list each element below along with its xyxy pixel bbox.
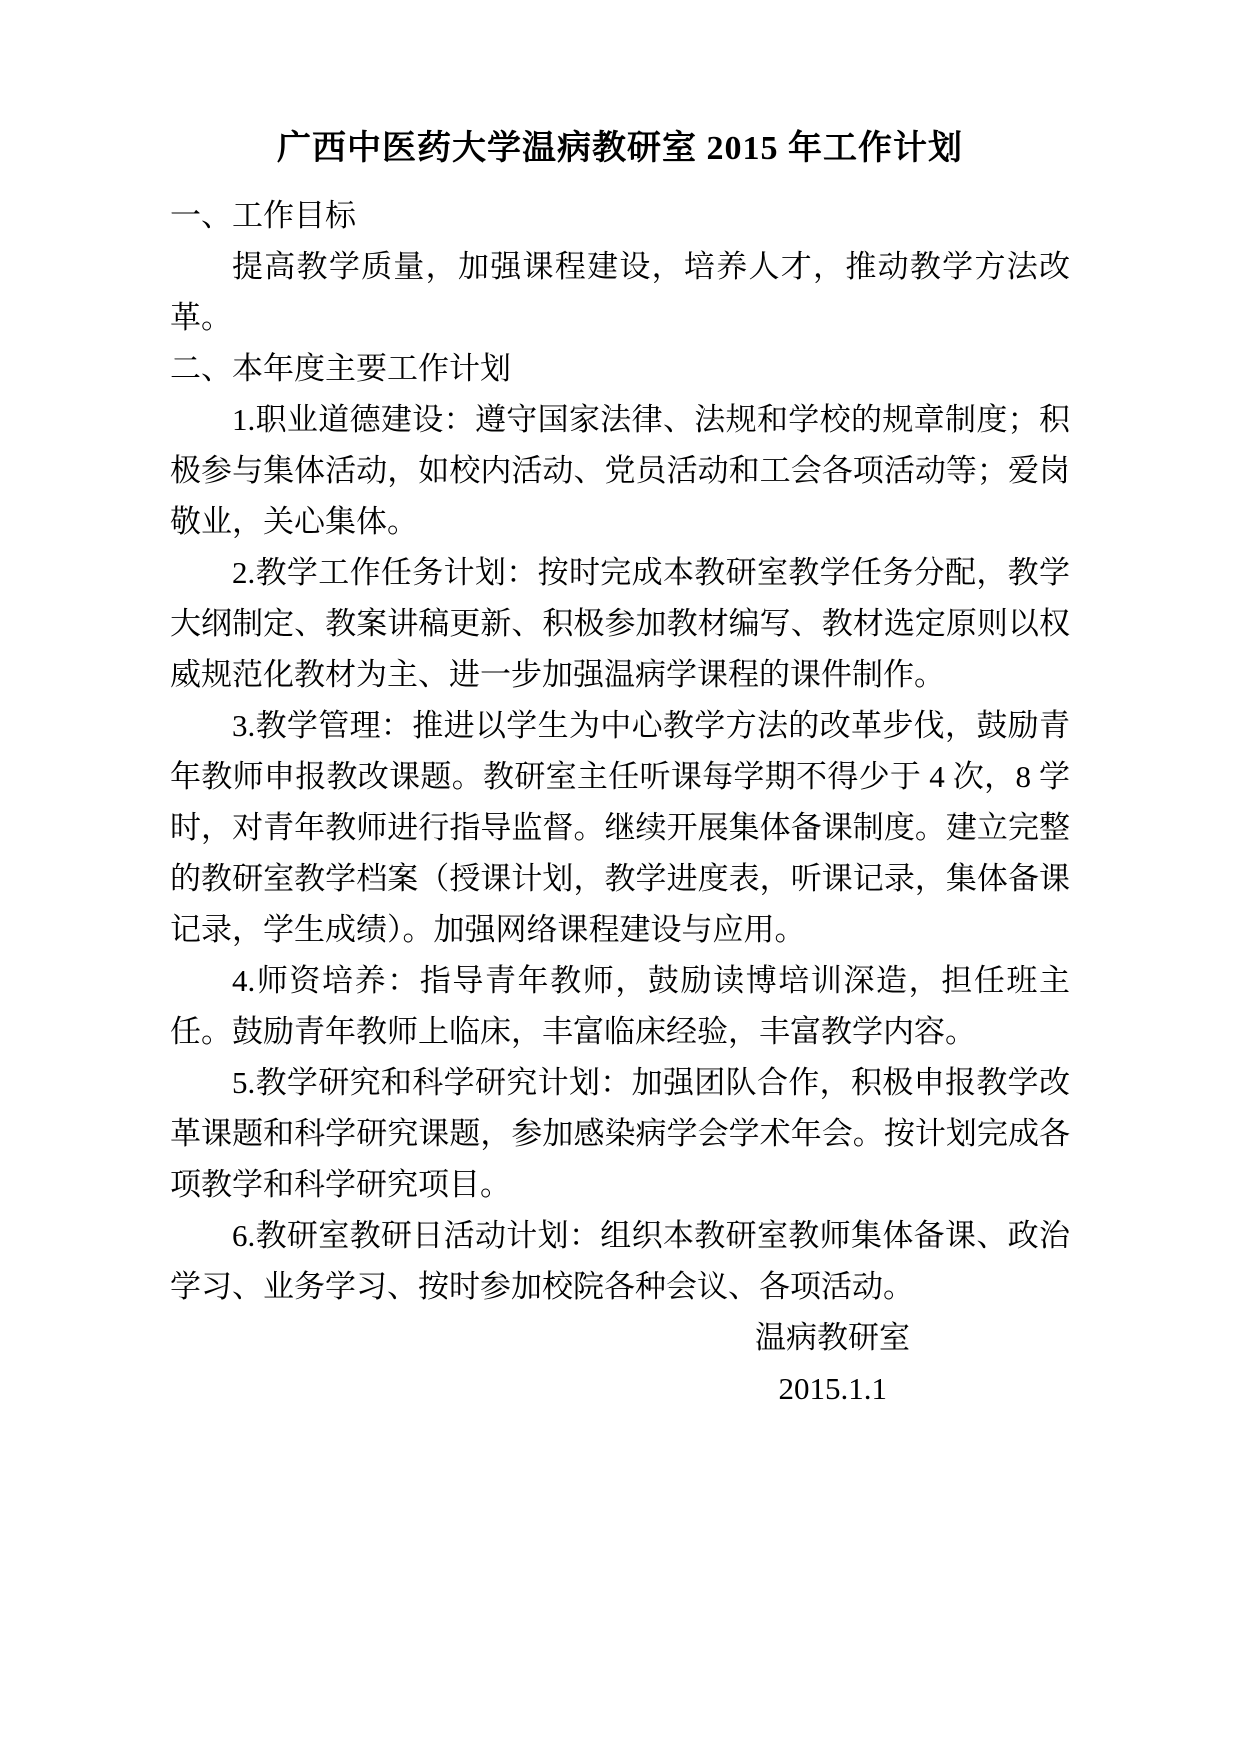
paragraph-item-5-research-plan: 5.教学研究和科学研究计划：加强团队合作，积极申报教学改革课题和科学研究课题，参加感染病学会学术年会。按计划完成各项教学和科学研究项目。 [170, 1065, 1070, 1202]
paragraph-item-6-activity-plan: 6.教研室教研日活动计划：组织本教研室教师集体备课、政治学习、业务学习、按时参加校院各种会议、各项活动。 [170, 1218, 1070, 1304]
paragraph-work-goals: 提高教学质量，加强课程建设，培养人才，推动教学方法改革。 [170, 249, 1070, 335]
document-content [170, 126, 1070, 1414]
section-heading-work-goals: 一、工作目标 [170, 198, 356, 233]
paragraph-item-1-ethics: 1.职业道德建设：遵守国家法律、法规和学校的规章制度；积极参与集体活动，如校内活动、党员活动和工会各项活动等；爱岗敬业，关心集体。 [170, 402, 1070, 539]
paragraph-item-2-teaching-tasks: 2.教学工作任务计划：按时完成本教研室教学任务分配，教学大纲制定、教案讲稿更新、积极参加教材编写、教材选定原则以权威规范化教材为主、进一步加强温病学课程的课件制作。 [170, 555, 1070, 692]
document-title: 广西中医药大学温病教研室 2015 年工作计划 [277, 130, 963, 167]
paragraph-item-3-teaching-management: 3.教学管理：推进以学生为中心教学方法的改革步伐，鼓励青年教师申报教改课题。教研室主任听课每学期不得少于 4 次，8 学时，对青年教师进行指导监督。继续开展集体备课制度。建立完整的教研室教学档案（授课计划，教学进度表，听课记录，集体备课记录，学生成绩）。加强网络课程建设与应用。 [170, 708, 1070, 947]
paragraph-item-4-faculty-development: 4.师资培养：指导青年教师，鼓励读博培训深造，担任班主任。鼓励青年教师上临床，丰富临床经验，丰富教学内容。 [170, 963, 1070, 1049]
signature-department: 温病教研室 [755, 1320, 910, 1355]
signature-date: 2015.1.1 [778, 1371, 887, 1406]
section-heading-annual-plan: 二、本年度主要工作计划 [170, 351, 511, 386]
